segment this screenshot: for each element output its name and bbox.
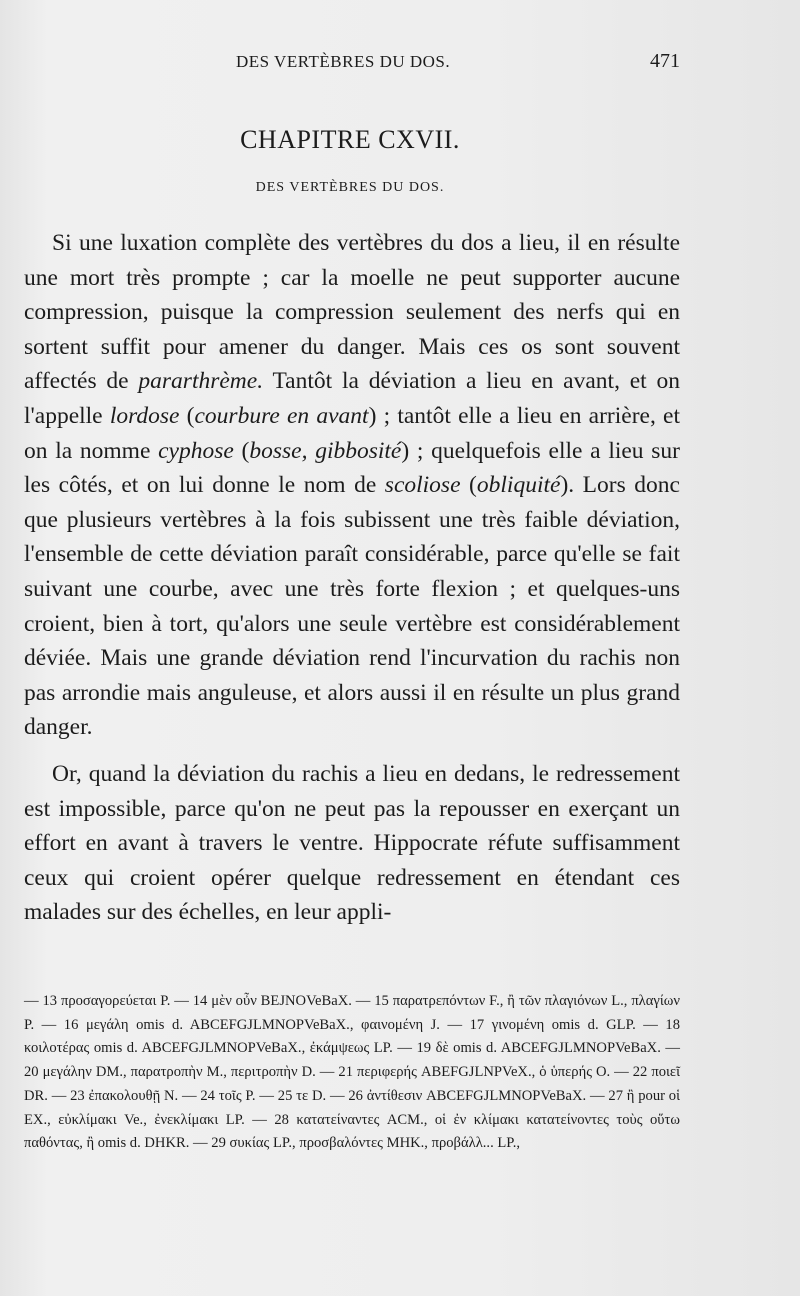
- running-title: DES VERTÈBRES DU DOS.: [236, 52, 451, 71]
- paragraph-1: Si une luxation complète des vertèbres du dos a lieu, il en résulte une mort très prompte ; car la moelle ne peut supporter aucune compression, puisque la compression seulement des nerfs qui en sortent suffit pour amener du danger. Mais ces os sont souvent affectés de pararthrème. Tantôt la déviation a lieu en avant, et on l'appelle lordose (courbure en avant) ; tantôt elle a lieu en arrière, et on la nomme cyphose (bosse, gibbosité) ; quelquefois elle a lieu sur les côtés, et on lui donne le nom de scoliose (obliquité). Lors donc que plusieurs vertèbres à la fois subissent une très faible déviation, l'ensemble de cette déviation paraît considérable, parce qu'elle se fait suivant une courbe, avec une très forte flexion ; et quelques-uns croient, bien à tort, qu'alors une seule vertèbre est considérablement déviée. Mais une grande déviation rend l'incurvation du rachis non pas arrondie mais anguleuse, et alors aussi il en résulte un plus grand danger.: [24, 230, 681, 741]
- footnotes: [24, 990, 680, 1156]
- section-title: DES VERTÈBRES DU DOS.: [255, 180, 445, 195]
- running-header: [24, 52, 680, 76]
- body-text: [24, 226, 680, 930]
- paragraph-2: Or, quand la déviation du rachis a lieu en dedans, le redressement est impossible, parce qu'on ne peut pas la repousser en exerçant un effort en avant à travers le ventre. Hippocrate réfute suffisamment ceux qui croient opérer quelque redressement en étendant ces malades sur des échelles, en leur appli-: [24, 760, 680, 926]
- footnotes-text: — 13 προσαγορεύεται P. — 14 μὲν οὖν BEJNOVeBaX. — 15 παρατρεπόντων F., ἢ τῶν πλαγιόνων L., πλαγίων P. — 16 μεγάλη omis d. ABCEFGJLMNOPVeBaX., φαινομένη J. — 17 γινομένη omis d. GLP. — 18 κοιλοτέρας omis d. ABCEFGJLMNOPVeBaX., ἐκάμψεως LP. — 19 δὲ omis d. ABCEFGJLMNOPVeBaX. — 20 μεγάλην DM., παρατροπὴν M., περιτροπὴν D. — 21 περιφερής ABEFGJLNPVeX., ὁ ὑπερής O. — 22 ποιεῖ DR. — 23 ἐπακολουθῇ N. — 24 τοῖς P. — 25 τε D. — 26 ἀντίθεσιν ABCEFGJLMNOPVeBaX. — 27 ἢ pour οἱ EX., εὐκλίμακι Ve., ἐνεκλίμακι LP. — 28 κατατείναντες ACM., οἱ ἐν κλίμακι κατατείνοντες τοὺς οὕτω παθόντας, ἢ omis d. DHKR. — 29 συκίας LP., προσβαλόντες MHK., προβάλλ... LP.,: [24, 993, 680, 1152]
- chapter-title: CHAPITRE CXVII.: [240, 125, 460, 154]
- page-number: 471: [650, 50, 680, 72]
